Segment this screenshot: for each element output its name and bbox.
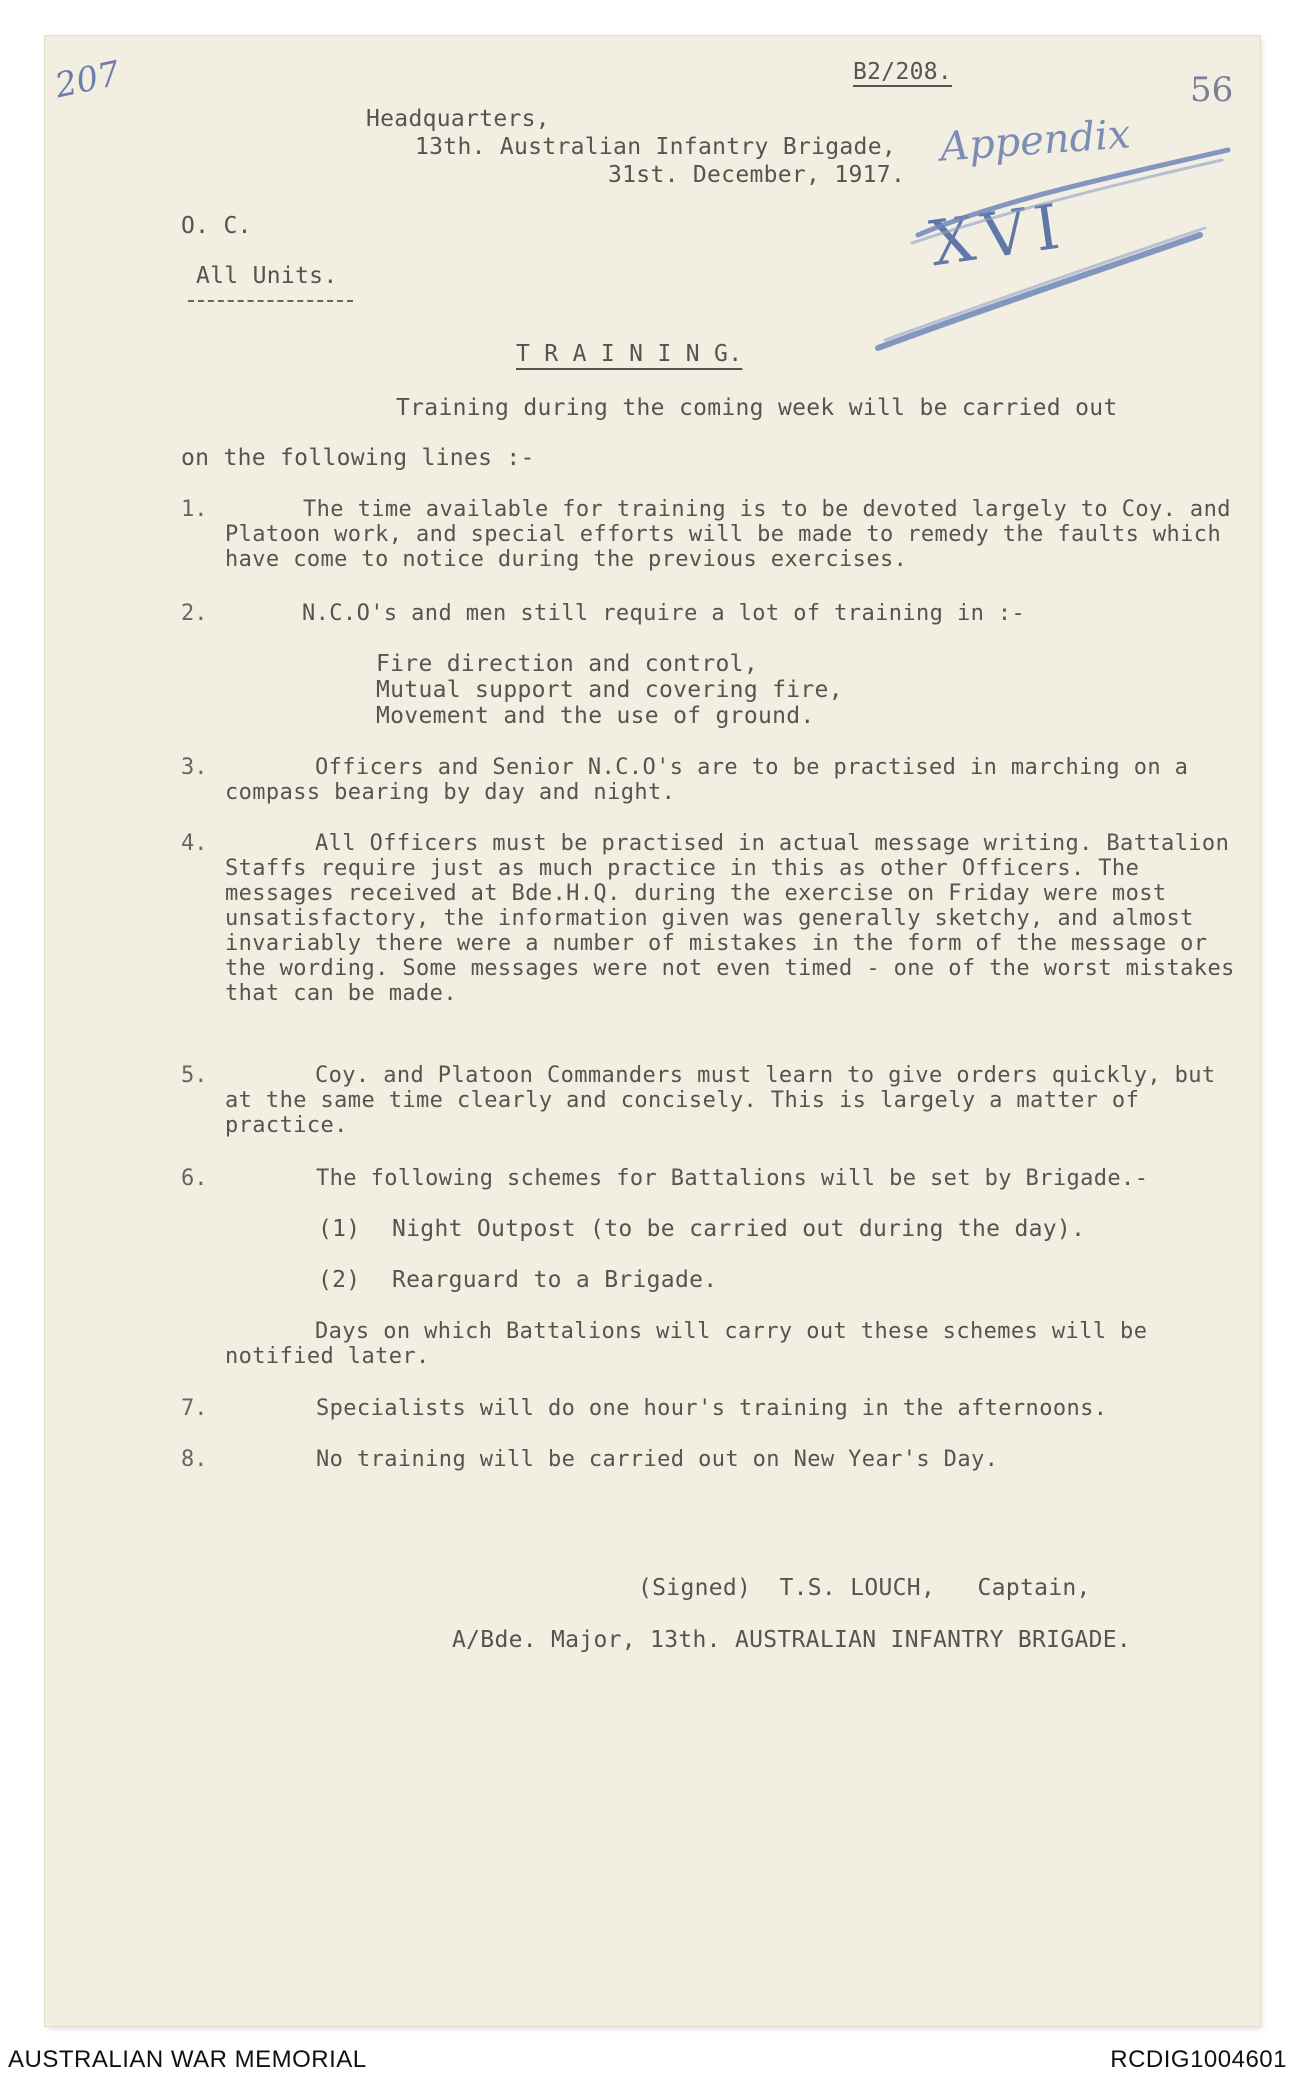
item-number: 5. [181,1063,208,1088]
item-6-text: The following schemes for Battalions will be set by Brigade.- [316,1166,1149,1191]
recipient-underline [188,300,353,302]
item-number: 6. [181,1166,208,1191]
signature-line-2: A/Bde. Major, 13th. AUSTRALIAN INFANTRY BRIGADE. [452,1627,1132,1653]
item-number: 2. [181,601,208,626]
intro-line-1: Training during the coming week will be carried out [396,395,1118,421]
item-1-text [225,497,1255,572]
scheme-text: Night Outpost (to be carried out during the day). [392,1216,1086,1242]
folio-number-left: 207 [51,53,124,107]
item-number: 4. [181,831,208,856]
item-4-text: All Officers must be practised in actual message writing. Battalion Staffs require just as much practice in this as other Officers. The messages received at Bde.H.Q. during the exercise on Friday were most unsatisfactory, the information given was generally sketchy, and almost invariably there were a number of mistakes in the form of the message or the wording. Some messages were not even timed - one of the worst mistakes that can be made. [225,831,1235,1006]
item-2-list-entry: Movement and the use of ground. [376,703,815,729]
recipient-line-2: All Units. [196,263,338,289]
header-line-3: 31st. December, 1917. [608,162,906,188]
item-number: 1. [181,497,208,522]
intro-line-2: on the following lines :- [181,445,535,471]
item-8-text: No training will be carried out on New Year's Day. [316,1447,999,1472]
item-number: 7. [181,1396,208,1421]
scheme-number: (2) [318,1267,361,1293]
appendix-handwritten: Appendix [938,111,1132,171]
document-title: T R A I N I N G. [516,341,743,367]
header-line-1: Headquarters, [366,106,550,132]
file-reference: B2/208. [853,59,953,85]
item-number: 8. [181,1447,208,1472]
recipient-line-1: O. C. [181,213,252,239]
header-line-2: 13th. Australian Infantry Brigade, [415,134,897,160]
signature-line-1: (Signed) T.S. LOUCH, Captain, [638,1575,1091,1601]
item-7-text: Specialists will do one hour's training in the afternoons. [316,1396,1108,1421]
footer-institution: AUSTRALIAN WAR MEMORIAL [8,2046,367,2073]
item-5-text: Coy. and Platoon Commanders must learn to give orders quickly, but at the same time clearly and concisely. This is largely a matter of practice. [225,1063,1216,1138]
footer-catalogue-id: RCDIG1004601 [1110,2046,1287,2073]
document-page [45,36,1260,2026]
appendix-number-handwritten: XVI [925,188,1072,281]
item-1-text-main: The time available for training is to be devoted largely to Coy. and Platoon work, and special efforts will be made to remedy the faults which have come to notice during the previous exercises. [225,497,1231,572]
scheme-number: (1) [318,1216,361,1242]
item-6-note: Days on which Battalions will carry out these schemes will be notified later. [225,1319,1148,1369]
item-2-list-entry: Mutual support and covering fire, [376,677,843,703]
folio-number-right: 56 [1190,70,1234,110]
item-3-text: Officers and Senior N.C.O's are to be practised in marching on a compass bearing by day and night. [225,755,1189,805]
item-2-list-entry: Fire direction and control, [376,651,758,677]
item-2-text: N.C.O's and men still require a lot of training in :- [302,601,1026,626]
scheme-text: Rearguard to a Brigade. [392,1267,718,1293]
item-number: 3. [181,755,208,780]
